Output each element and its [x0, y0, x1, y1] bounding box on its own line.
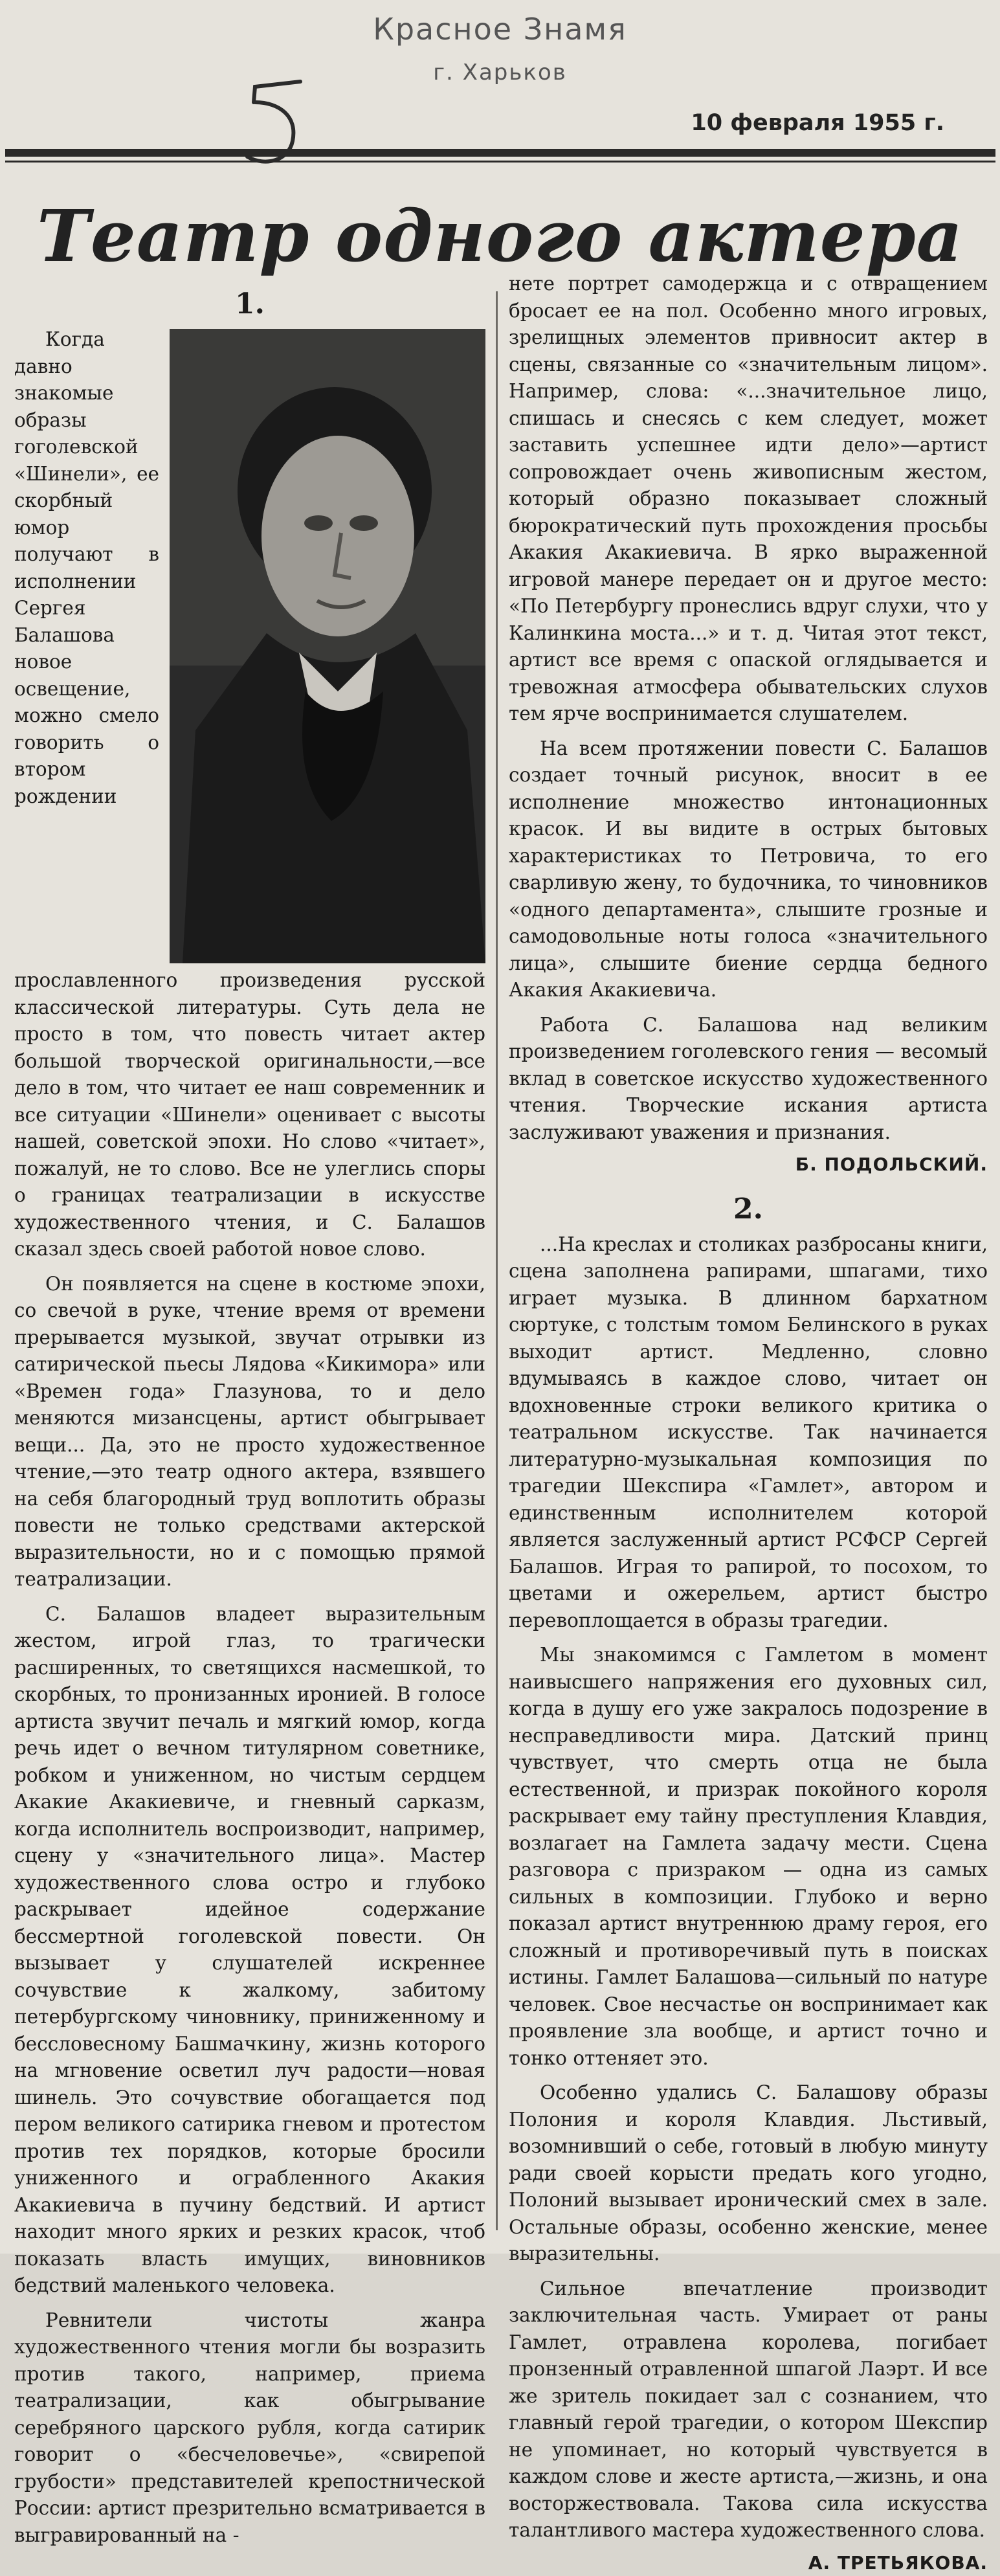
paragraph: Сильное впечатление производит заключительная часть. Умирает от раны Гамлет, отравлена королева, погибает пронзенный отравленной шпагой Лаэрт. И все же зритель покидает зал с сознанием, что главный герой трагедии, о котором Шекспир не упоминает, но который чувствуется в каждом слове и жесте артиста,—жизнь, и она восторжествовала. Такова сила искусства талантливого мастера художественного слова. — [509, 2276, 988, 2544]
actor-portrait-photo — [170, 329, 485, 963]
column-divider — [496, 291, 498, 2230]
paragraph: На всем протяжении повести С. Балашов создает точный рисунок, вносит в ее исполнение множество интонационных красок. И вы видите в острых бытовых характеристиках то Петровича, то его сварливую жену, то будочника, то чиновников «одного департамента», слышите грозные и самодовольные ноты голоса «значительного лица», слышите биение сердца бедного Акакия Акакиевича. — [509, 735, 988, 1004]
paragraph: Ревнители чистоты жанра художественного чтения могли бы возразить против такого, например, приема театрализации, как обыгрывание серебряного царского рубля, когда сатирик говорит о «бесчеловечье», «свирепой грубости» представителей крепостнической России: артист презрительно всматривается в выгравированный на - — [14, 2307, 485, 2549]
newspaper-name-stamp: Красное Знамя — [0, 12, 1000, 47]
paragraph: Особенно удались С. Балашову образы Полония и короля Клавдия. Льстивый, возомнивший о себе, готовый в любую минуту ради своей корысти предать кого угодно, Полоний вызывает иронический смех в зале. Остальные образы, особенно женские, менее выразительны. — [509, 2079, 988, 2268]
header-rule-thin — [5, 161, 995, 162]
handwritten-number-mark — [228, 76, 325, 174]
left-column — [14, 285, 485, 2549]
paragraph: Он появляется на сцене в костюме эпохи, со свечой в руке, чтение время от времени прерывается музыкой, звучат отрывки из сатирической пьесы Лядова «Кикимора» или «Времен года» Глазунова, то и дело меняются мизансцены, артист обыгрывает вещи... Да, это не просто художественное чтение,—это театр одного актера, взявшего на себя благородный труд воплотить образы повести не только средствами актерской выразительности, но и с помощью прямой театрализации. — [14, 1271, 485, 1593]
author-signature: Б. ПОДОЛЬСКИЙ. — [509, 1151, 988, 1178]
section-number: 2. — [509, 1190, 988, 1229]
paragraph: Когда давно знакомые образы гоголевской «Шинели», ее скорбный юмор получают в исполнении Сергея Балашова новое освещение, можно смело говорить о втором рождении прославленного произведения русской классической литературы. Суть дела не просто в том, что повесть читает актер большой творческой оригинальности,—все дело в том, что читает ее наш современник и все ситуации «Шинели» оценивает с высоты нашей, советской эпохи. Но слово «читает», пожалуй, не то слово. Все не улеглись споры о границах театрализации в искусстве художественного чтения, и С. Балашов сказал здесь своей работой новое слово. — [14, 326, 485, 1263]
article-headline: Театр одного актера — [0, 194, 1000, 278]
paragraph: С. Балашов владеет выразительным жестом, игрой глаз, то трагически расширенных, то светящихся насмешкой, то скорбных, то пронизанных иронией. В голосе артиста звучит печаль и мягкий юмор, когда речь идет о вечном титулярном советнике, робком и униженном, но чистым сердцем Акакие Акакиевиче, и гневный сарказм, когда исполнитель воспроизводит, например, сцену у «значительного лица». Мастер художественного слова остро и глубоко раскрывает идейное содержание бессмертной гоголевской повести. Он вызывает у слушателей искреннее сочувствие к жалкому, забитому петербургскому чиновнику, приниженному и бессловесному Башмачкину, жизнь которого на мгновение осветил луч радости—новая шинель. Это сочувствие обогащается под пером великого сатирика гневом и протестом против тех порядков, которые бросили униженного и ограбленного Акакия Акакиевича в пучину бедствий. И артист находит много ярких и резких красок, чтоб показать власть имущих, виновников бедствий маленького человека. — [14, 1601, 485, 2300]
publication-date: 10 февраля 1955 г. — [691, 110, 944, 136]
paragraph: Работа С. Балашова над великим произведением гоголевского гения — весомый вклад в советское искусство художественного чтения. Творческие искания артиста заслуживают уважения и признания. — [509, 1012, 988, 1147]
header-rule — [5, 149, 995, 157]
section-number: 1. — [14, 285, 485, 324]
newspaper-city-stamp: г. Харьков — [0, 60, 1000, 85]
paragraph: ...На креслах и столиках разбросаны книги, сцена заполнена рапирами, шпагами, тихо играет музыка. В длинном бархатном сюртуке, с толстым томом Белинского в руках выходит артист. Медленно, словно вдумываясь в каждое слово, читает он вдохновенные строки великого критика о театральном искусстве. Так начинается литературно-музыкальная композиция по трагедии Шекспира «Гамлет», автором и единственным исполнителем которой является заслуженный артист РСФСР Сергей Балашов. Играя то рапирой, то посохом, то цветами и ожерельем, артист быстро перевоплощается в образы трагедии. — [509, 1231, 988, 1635]
right-column — [509, 271, 988, 2576]
paragraph: Мы знакомимся с Гамлетом в момент наивысшего напряжения его духовных сил, когда в душу его уже закралось подозрение в несправедливости мира. Датский принц чувствует, что смерть отца не была естественной, и призрак покойного короля раскрывает ему тайну преступления Клавдия, возлагает на Гамлета задачу мести. Сцена разговора с призраком — одна из самых сильных в композиции. Глубоко и верно показал артист внутреннюю драму героя, его сложный и противоречивый путь в поисках истины. Гамлет Балашова—сильный по натуре человек. Свое несчастье он воспринимает как проявление зла вообще, и артист точно и тонко оттеняет это. — [509, 1642, 988, 2072]
paragraph-continued: нете портрет самодержца и с отвращением бросает ее на пол. Особенно много игровых, зрелищных элементов привносит актер в сцены, связанные со «значительным лицом». Например, слова: «...значительное лицо, спишась и снесясь с кем следует, может заставить успешнее идти дело»—артист сопровождает очень живописным жестом, который образно показывает сложный бюрократический путь прохождения просьбы Акакия Акакиевича. В ярко выраженной игровой манере передает он и другое место: «По Петербургу пронеслись вдруг слухи, что у Калинкина моста...» и т. д. Читая этот текст, артист все время с опаской оглядывается и тревожная атмосфера обывательских слухов тем ярче воспринимается слушателем. — [509, 271, 988, 728]
author-signature: А. ТРЕТЬЯКОВА. — [509, 2549, 988, 2576]
